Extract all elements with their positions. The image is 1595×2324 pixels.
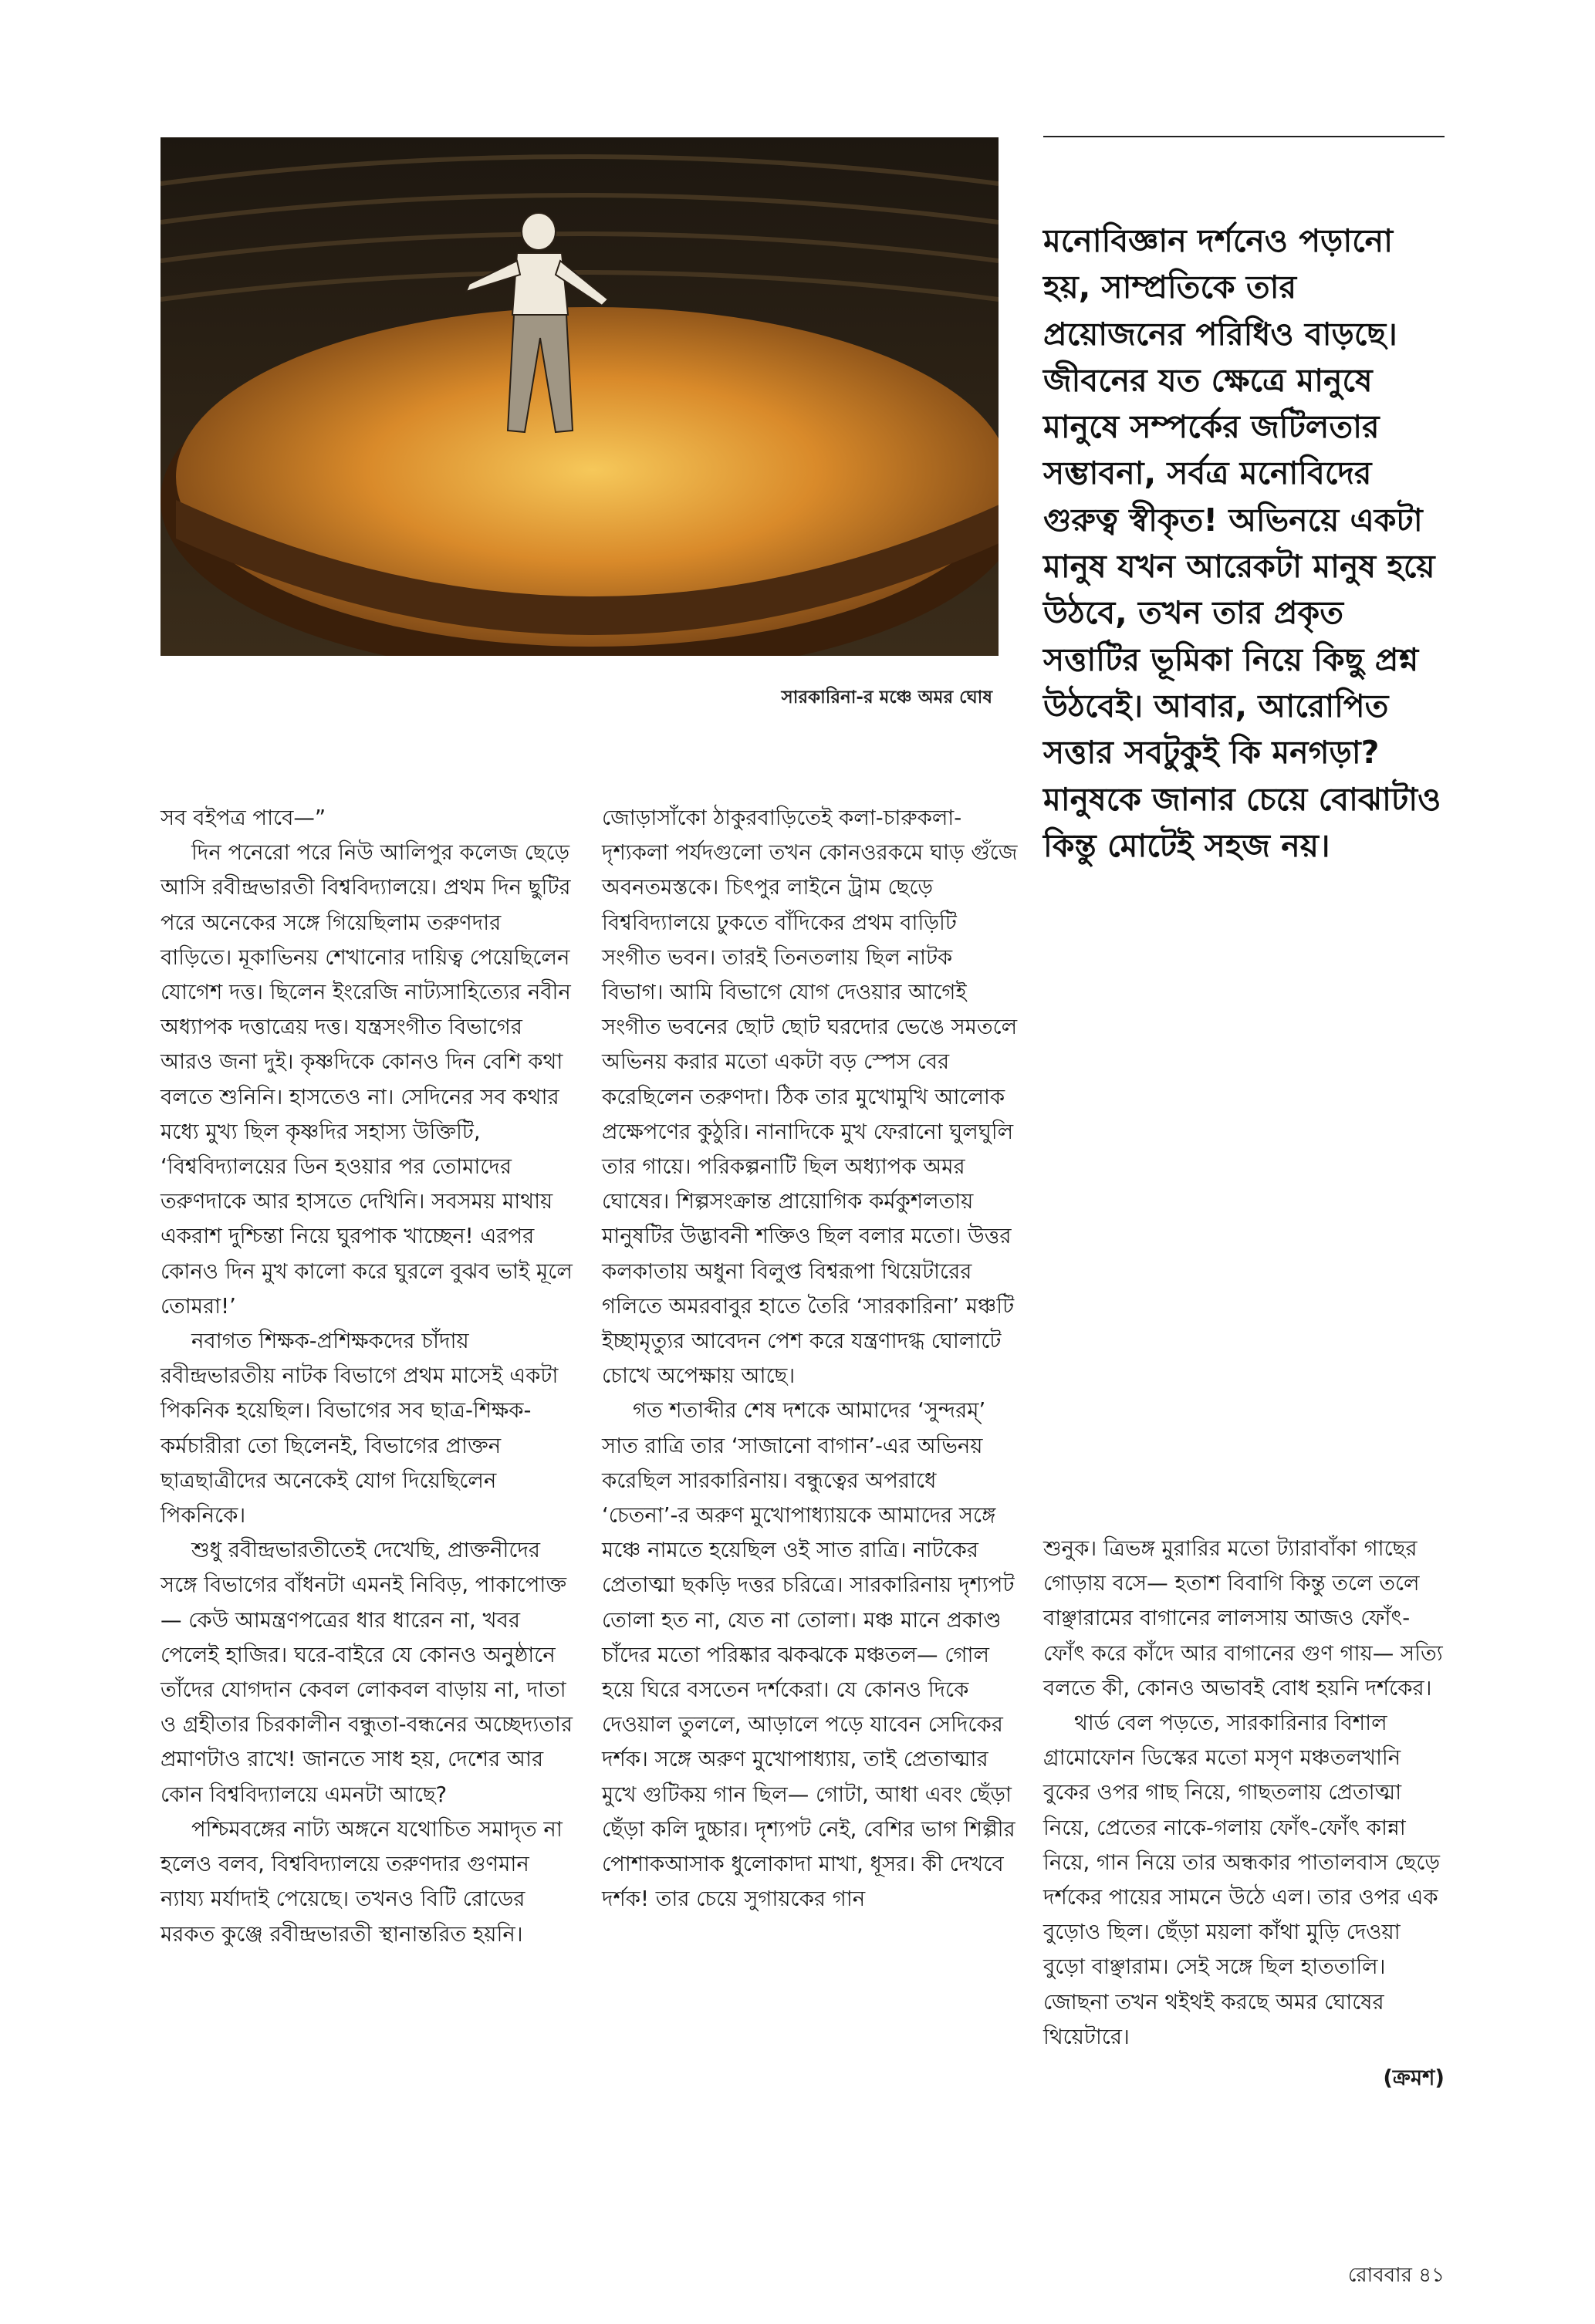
paragraph: সব বইপত্র পাবে—” [161,806,326,830]
paragraph: শুনুক। ত্রিভঙ্গ মুরারির মতো ট্যারাবাঁকা গাছের গোড়ায় বসে— হতাশ বিবাগি কিন্তু তলে তলে বাঞ্ছারামের বাগানের লালসায় আজও ফোঁৎ-ফোঁৎ করে কাঁদে আর বাগানের গুণ গায়— সত্যি বলতে কী, কোনও অভাবই বোধ হয়নি দর্শকের। [1043,1536,1443,1701]
stage-photo [161,137,999,656]
paragraph: গত শতাব্দীর শেষ দশকে আমাদের ‘সুন্দরম্’ সাত রাত্রি তার ‘সাজানো বাগান’-এর অভিনয় করেছিল সারকারিনায়। বন্ধুত্বের অপরাধে ‘চেতনা’-র অরুণ মুখোপাধ্যায়কে আমাদের সঙ্গে মঞ্চে নামতে হয়েছিল ওই সাত রাত্রি। নাটকের প্রেতাত্মা ছকড়ি দত্তর চরিত্রে। সারকারিনায় দৃশ্যপট তোলা হত না, যেত না তোলা। মঞ্চ মানে প্রকাণ্ড চাঁদের মতো পরিষ্কার ঝকঝকে মঞ্চতল— গোল হয়ে ঘিরে বসতেন দর্শকেরা। যে কোনও দিকে দেওয়াল তুললে, আড়ালে পড়ে যাবেন সেদিকের দর্শক। সঙ্গে অরুণ মুখোপাধ্যায়, তাই প্রেতাত্মার মুখে গুটিকয় গান ছিল— গোটা, আধা এবং ছেঁড়া ছেঁড়া কলি দুচ্চার। দৃশ্যপট নেই, বেশির ভাগ শিল্পীর পোশাকআসাক ধুলোকাদা মাখা, ধূসর। কী দেখবে দর্শক! তার চেয়ে সুগায়কের গান [602,1398,1015,1912]
photo-caption: সারকারিনা-র মঞ্চে অমর ঘোষ [781,687,992,708]
paragraph: পশ্চিমবঙ্গের নাট্য অঙ্গনে যথোচিত সমাদৃত না হলেও বলব, বিশ্ববিদ্যালয়ে তরুণদার গুণমান ন্যায্য মর্যাদাই পেয়েছে। তখনও বিটি রোডের মরকত কুঞ্জে রবীন্দ্রভারতী স্থানান্তরিত হয়নি। [161,1816,563,1947]
page-folio: রোববার ৪১ [1347,2264,1445,2287]
paragraph: দিন পনেরো পরে নিউ আলিপুর কলেজ ছেড়ে আসি রবীন্দ্রভারতী বিশ্ববিদ্যালয়ে। প্রথম দিন ছুটির পরে অনেকের সঙ্গে গিয়েছিলাম তরুণদার বাড়িতে। মূকাভিনয় শেখানোর দায়িত্ব পেয়েছিলেন যোগেশ দত্ত। ছিলেন ইংরেজি নাট্যসাহিত্যের নবীন অধ্যাপক দত্তাত্রেয় দত্ত। যন্ত্রসংগীত বিভাগের আরও জনা দুই। কৃষ্ণদিকে কোনও দিন বেশি কথা বলতে শুনিনি। হাসতেও না। সেদিনের সব কথার মধ্যে মুখ্য ছিল কৃষ্ণদির সহাস্য উক্তিটি, ‘বিশ্ববিদ্যালয়ের ডিন হওয়ার পর তোমাদের তরুণদাকে আর হাসতে দেখিনি। সবসময় মাথায় একরাশ দুশ্চিন্তা নিয়ে ঘুরপাক খাচ্ছেন! এরপর কোনও দিন মুখ কালো করে ঘুরলে বুঝব ভাই মূলে তোমরা!’ [161,840,573,1319]
paragraph: থার্ড বেল পড়তে, সারকারিনার বিশাল গ্রামোফোন ডিস্কের মতো মসৃণ মঞ্চতলখানি বুকের ওপর গাছ নিয়ে, গাছতলায় প্রেতাত্মা নিয়ে, প্রেতের নাকে-গলায় ফোঁৎ-ফোঁৎ কান্না নিয়ে, গান নিয়ে তার অন্ধকার পাতালবাস ছেড়ে দর্শকের পায়ের সামনে উঠে এল। তার ওপর এক বুড়োও ছিল। ছেঁড়া ময়লা কাঁথা মুড়ি দেওয়া বুড়ো বাঞ্ছারাম। সেই সঙ্গে ছিল হাততালি। জোছনা তখন থইথই করছে অমর ঘোষের থিয়েটারে। [1043,1711,1441,2049]
paragraph: জোড়াসাঁকো ঠাকুরবাড়িতেই কলা-চারুকলা-দৃশ্যকলা পর্যদগুলো তখন কোনওরকমে ঘাড় গুঁজে অবনতমস্তকে। চিৎপুর লাইনে ট্রাম ছেড়ে বিশ্ববিদ্যালয়ে ঢুকতে বাঁদিকের প্রথম বাড়িটি সংগীত ভবন। তারই তিনতলায় ছিল নাটক বিভাগ। আমি বিভাগে যোগ দেওয়ার আগেই সংগীত ভবনের ছোট ছোট ঘরদোর ভেঙে সমতলে অভিনয় করার মতো একটা বড় স্পেস বের করেছিলেন তরুণদা। ঠিক তার মুখোমুখি আলোক প্রক্ষেপণের কুঠুরি। নানাদিকে মুখ ফেরানো ঘুলঘুলি তার গায়ে। পরিকল্পনাটি ছিল অধ্যাপক অমর ঘোষের। শিল্পসংক্রান্ত প্রায়োগিক কর্মকুশলতায় মানুষটির উদ্ভাবনী শক্তিও ছিল বলার মতো। উত্তর কলকাতায় অধুনা বিলুপ্ত বিশ্বরূপা থিয়েটারের গলিতে অমরবাবুর হাতে তৈরি ‘সারকারিনা’ মঞ্চটি ইচ্ছামৃত্যুর আবেদন পেশ করে যন্ত্রণাদগ্ধ ঘোলাটে চোখে অপেক্ষায় আছে। [602,806,1018,1389]
pullquote: মনোবিজ্ঞান দর্শনেও পড়ানো হয়, সাম্প্রতিকে তার প্রয়োজনের পরিধিও বাড়ছে। জীবনের যত ক্ষেত্রে মানুষে মানুষে সম্পর্কের জটিলতার সম্ভাবনা, সর্বত্র মনোবিদের গুরুত্ব স্বীকৃত! অভিনয়ে একটা মানুষ যখন আরেকটা মানুষ হয়ে উঠবে, তখন তার প্রকৃত সত্তাটির ভূমিকা নিয়ে কিছু প্রশ্ন উঠবেই। আবার, আরোপিত সত্তার সবটুকুই কি মনগড়া? মানুষকে জানার চেয়ে বোঝাটাও কিন্তু মোটেই সহজ নয়। [1043,222,1441,864]
column-3 [1043,1532,1445,2096]
column-1 [161,801,577,1952]
pullquote-rule [1043,136,1445,137]
paragraph: নবাগত শিক্ষক-প্রশিক্ষকদের চাঁদায় রবীন্দ্রভারতীয় নাটক বিভাগে প্রথম মাসেই একটা পিকনিক হয়েছিল। বিভাগের সব ছাত্র-শিক্ষক-কর্মচারীরা তো ছিলেনই, বিভাগের প্রাক্তন ছাত্রছাত্রীদের অনেকেই যোগ দিয়েছিলেন পিকনিকে। [161,1329,559,1529]
column-2 [602,801,1019,1917]
continued-marker: (ক্রমশ) [1383,2066,1445,2091]
paragraph: শুধু রবীন্দ্রভারতীতেই দেখেছি, প্রাক্তনীদের সঙ্গে বিভাগের বাঁধনটা এমনই নিবিড়, পাকাপোক্ত— কেউ আমন্ত্রণপত্রের ধার ধারেন না, খবর পেলেই হাজির। ঘরে-বাইরে যে কোনও অনুষ্ঠানে তাঁদের যোগদান কেবল লোকবল বাড়ায় না, দাতা ও গ্রহীতার চিরকালীন বন্ধুতা-বন্ধনের অচ্ছেদ্যতার প্রমাণটাও রাখে! জানতে সাধ হয়, দেশের আর কোন বিশ্ববিদ্যালয়ে এমনটা আছে? [161,1538,573,1807]
